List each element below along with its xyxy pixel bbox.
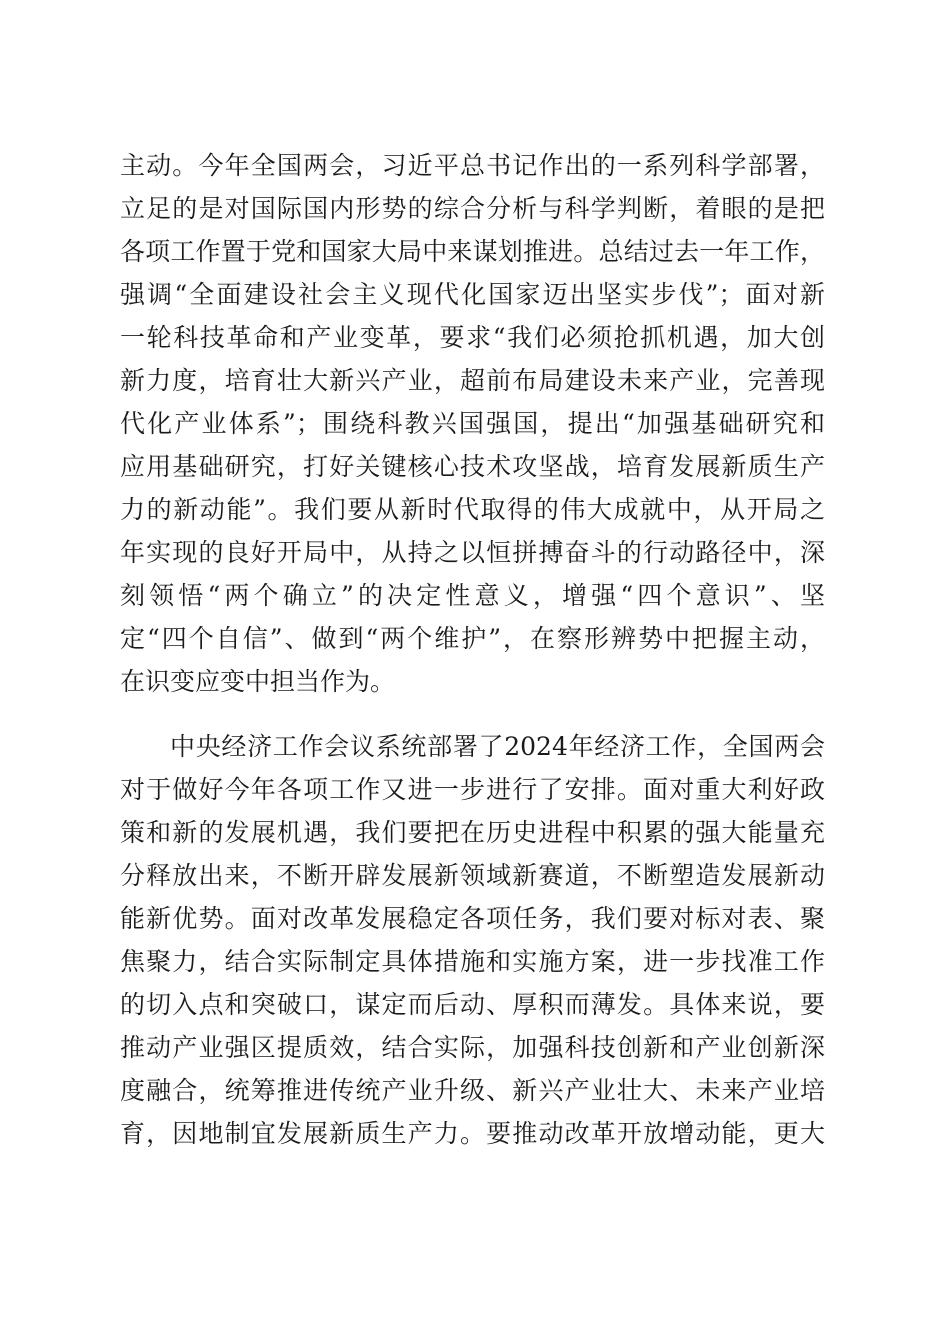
paragraph-line: 代化产业体系”；围绕科教兴国强国，提出“加强基础研究和 — [120, 409, 825, 438]
paragraph-line: 刻领悟“两个确立”的决定性意义，增强“四个意识”、坚 — [120, 581, 825, 610]
paragraph-line: 年实现的良好开局中，从持之以恒拼搏奋斗的行动路径中，深 — [120, 538, 825, 567]
paragraph-line: 应用基础研究，打好关键核心技术攻坚战，培育发展新质生产 — [120, 452, 825, 481]
paragraph-line: 在识变应变中担当作为。 — [120, 667, 396, 696]
paragraph-line: 定“四个自信”、做到“两个维护”，在察形辨势中把握主动， — [120, 624, 825, 653]
paragraph-line: 力的新动能”。我们要从新时代取得的伟大成就中，从开局之 — [120, 495, 825, 524]
paragraph-line: 策和新的发展机遇，我们要把在历史进程中积累的强大能量充 — [120, 818, 825, 847]
paragraph-line: 的切入点和突破口，谋定而后动、厚积而薄发。具体来说，要 — [120, 990, 825, 1019]
paragraph-line: 分释放出来，不断开辟发展新领域新赛道，不断塑造发展新动 — [120, 861, 825, 890]
paragraph-line: 育，因地制宜发展新质生产力。要推动改革开放增动能，更大 — [120, 1119, 825, 1148]
paragraph-line: 对于做好今年各项工作又进一步进行了安排。面对重大利好政 — [120, 775, 825, 804]
paragraph-line: 焦聚力，结合实际制定具体措施和实施方案，进一步找准工作 — [120, 947, 825, 976]
paragraph-line: 一轮科技革命和产业变革，要求“我们必须抢抓机遇，加大创 — [120, 323, 825, 352]
paragraph-line: 中央经济工作会议系统部署了2024年经济工作，全国两会 — [170, 732, 825, 761]
paragraph-line: 立足的是对国际国内形势的综合分析与科学判断，着眼的是把 — [120, 194, 825, 223]
paragraph-line: 强调“全面建设社会主义现代化国家迈出坚实步伐”；面对新 — [120, 280, 825, 309]
paragraph-line: 新力度，培育壮大新兴产业，超前布局建设未来产业，完善现 — [120, 366, 825, 395]
paragraph-line: 度融合，统筹推进传统产业升级、新兴产业壮大、未来产业培 — [120, 1076, 825, 1105]
paragraph-line: 各项工作置于党和国家大局中来谋划推进。总结过去一年工作， — [120, 237, 825, 266]
paragraph-line: 能新优势。面对改革发展稳定各项任务，我们要对标对表、聚 — [120, 904, 825, 933]
paragraph-line: 主动。今年全国两会，习近平总书记作出的一系列科学部署， — [120, 151, 825, 180]
paragraph-line: 推动产业强区提质效，结合实际，加强科技创新和产业创新深 — [120, 1033, 825, 1062]
